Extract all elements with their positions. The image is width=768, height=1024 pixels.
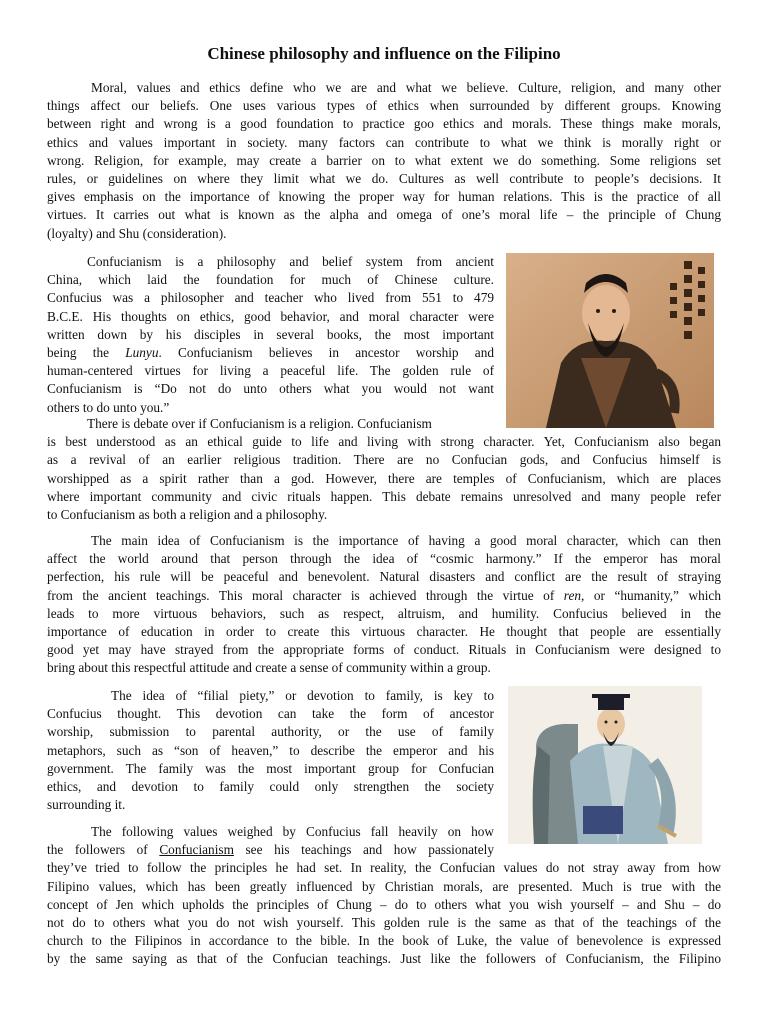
text-line: China, which laid the foundation for much of Chinese culture.: [47, 272, 494, 288]
text-line: (loyalty) and Shu (consideration).: [47, 225, 227, 241]
text-line: leads to more virtuous behaviors, such as respect, altruism, and humility. Confucius believed in the: [47, 605, 721, 621]
text-line: as a revival of an earlier religious tradition. There are no Confucian gods, and Confucius himself is: [47, 452, 721, 468]
text-line: others to do unto you.”: [47, 399, 170, 415]
confucianism-link[interactable]: Confucianism: [159, 842, 234, 858]
text-line: ethics, and devotion to family could only strengthen the society: [47, 779, 494, 795]
text-line: virtues. It carries out what is known as the alpha and omega of one’s moral life – the principle of Chung: [47, 207, 721, 223]
text-line: importance of education in order to create this virtuous character. He thought that people are essentially: [47, 624, 721, 640]
text-line: things affect our beliefs. One uses various types of ethics when surrounded by different groups. Knowing: [47, 98, 721, 114]
confucius-portrait-image: [506, 253, 714, 428]
text-fragment: the followers of: [47, 842, 160, 858]
text-line: Confucius was a philosopher and teacher who lived from 551 to 479: [47, 290, 494, 306]
ren-term: ren: [563, 587, 582, 603]
text-line: good yet may have strayed from the appropriate forms of conduct. Rituals in Confucianism were designed to: [47, 642, 721, 658]
text-line: where important community and civic rituals happen. This debate remains unresolved and many people refer: [47, 488, 721, 504]
text-fragment: , or “humanity,” which: [581, 587, 721, 603]
text-line: concept of Jen which upholds the principles of Chung – do to others what you wish yourself – and Shu – do: [47, 896, 721, 912]
text-line: written down by his disciples in several books, the most important: [47, 326, 494, 342]
text-line: Confucianism is a philosophy and belief system from ancient: [87, 254, 494, 269]
text-line: by the same saying as that of the Confucian teachings. Just like the followers of Confucianism, the Filipino: [47, 951, 721, 967]
text-fragment: . Confucianism believes in ancestor worship and: [158, 345, 494, 361]
lunyu-term: Lunyu: [125, 345, 159, 361]
text-fragment: being the: [47, 345, 126, 361]
text-line: government. The family was the most important group for Confucian: [47, 760, 494, 776]
text-line: gives emphasis on the importance of knowing the proper way for human relations. This is the practice of all: [47, 189, 721, 205]
text-fragment: see his teachings and how passionately: [233, 842, 494, 858]
text-line: affect the world around that person through the idea of “cosmic harmony.” If the emperor has moral: [47, 551, 721, 567]
text-line: Confucianism is “Do not do unto others what you would not want: [47, 381, 494, 397]
text-line: The idea of “filial piety,” or devotion to family, is key to: [111, 688, 494, 703]
text-line: ethics and values important in society. many factors can contribute to what we think is morally right or: [47, 134, 721, 150]
text-line: wrong. Religion, for example, may create a barrier on to what extent we do something. Some religions set: [47, 152, 721, 168]
text-line: The main idea of Confucianism is the importance of having a good moral character, which can then: [91, 533, 721, 548]
text-line: they’ve tried to follow the principles he had set. In reality, the Confucian values do not stray away from how: [47, 860, 721, 876]
text-line: church to the Filipinos in accordance to the bible. In the book of Luke, the value of benevolence is expressed: [47, 933, 721, 949]
text-line: The following values weighed by Confucius fall heavily on how: [91, 824, 494, 839]
text-line: rules, or guidelines on where they limit what we do. Cultures as well contribute to people’s decisions. It: [47, 171, 721, 187]
text-line: [47, 841, 494, 859]
paragraph-filipino-values: [47, 823, 721, 969]
text-line: worship, submission to parental authority, or the use of family: [47, 724, 494, 740]
paragraph-intro: [47, 79, 721, 243]
text-line: perfection, his rule will be peaceful and benevolent. Natural disasters and conflict are the result of straying: [47, 569, 721, 585]
text-line: between right and wrong is a good foundation to practice goo ethics and morals. These things make morals,: [47, 116, 721, 132]
text-line: Confucius thought. This devotion can take the form of ancestor: [47, 706, 494, 722]
text-line: Filipino values, which has been greatly influenced by Christian morals, are presented. Much is true with the: [47, 878, 721, 894]
page-title: Chinese philosophy and influence on the Filipino: [207, 44, 561, 63]
text-line: surrounding it.: [47, 797, 126, 813]
text-line: There is debate over if Confucianism is a religion. Confucianism: [87, 416, 432, 431]
text-line: is best understood as an ethical guide to life and living with strong character. Yet, Confucianism also began: [47, 434, 721, 450]
text-fragment: from the ancient teachings. This moral character is achieved through the virtue of: [47, 587, 564, 603]
text-line: B.C.E. His thoughts on ethics, good behavior, and moral character were: [47, 308, 494, 324]
text-line: [47, 587, 721, 605]
text-line: bring about this respectful attitude and create a sense of community within a group.: [47, 660, 491, 676]
paragraph-filial-piety: [47, 687, 494, 814]
text-line: Moral, values and ethics define who we are and what we believe. Culture, religion, and many other: [91, 80, 721, 95]
confucius-seated-image: [508, 686, 702, 844]
paragraph-main-idea: [47, 532, 721, 678]
paragraph-religion-debate: [47, 415, 721, 524]
text-line: worshipped as a spirit rather than a god. However, there are temples of Confucianism, which are places: [47, 470, 721, 486]
text-line: human-centered virtues for living a peaceful life. The golden rule of: [47, 363, 494, 379]
text-line: to Confucianism as both a religion and a philosophy.: [47, 507, 328, 523]
text-line: [47, 344, 494, 362]
text-line: not do to others what you do not wish yourself. This golden rule is the same as that of the teachings of the: [47, 915, 721, 931]
text-line: metaphors, such as “son of heaven,” to describe the emperor and his: [47, 742, 494, 758]
paragraph-confucianism-intro: [47, 253, 494, 417]
